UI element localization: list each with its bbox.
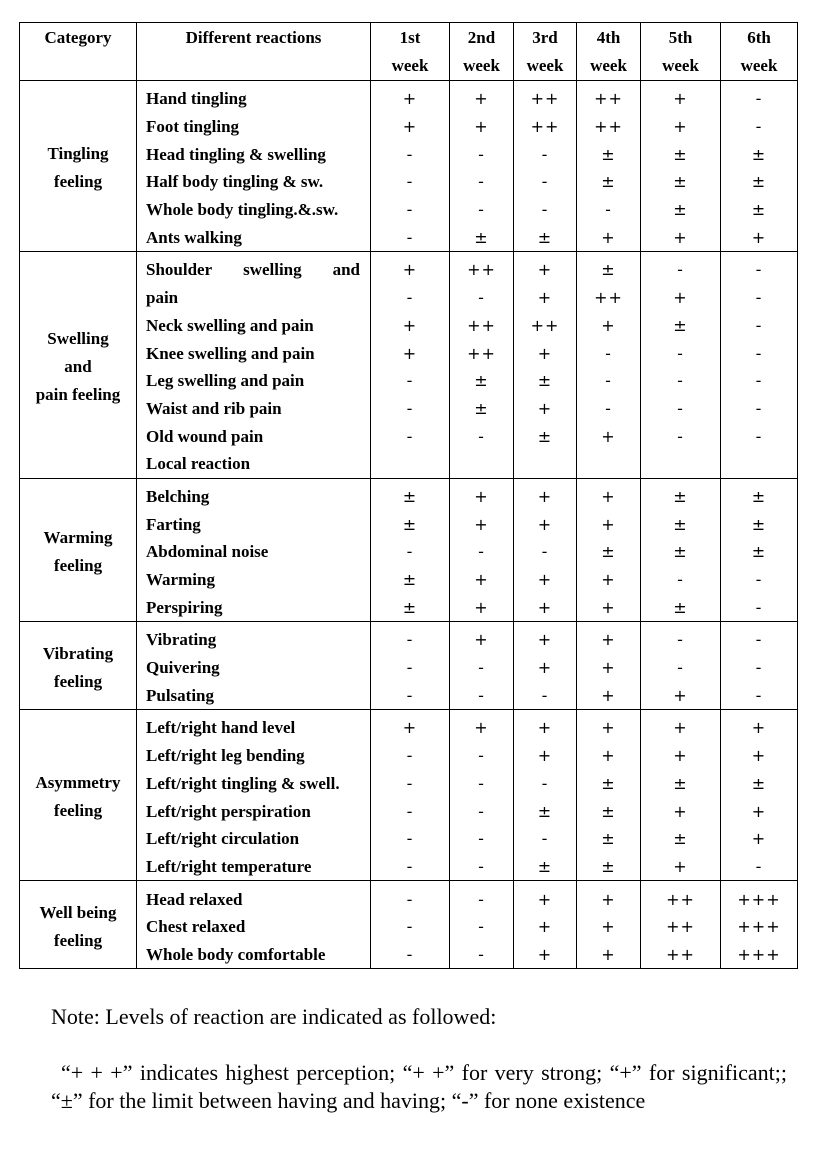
week-1-value: - — [371, 622, 450, 654]
week-5-value: ± — [641, 770, 721, 798]
category-label-line: Tingling — [47, 144, 109, 164]
week-1-value: - — [371, 941, 450, 969]
week-3-value: ++ — [514, 312, 577, 340]
reaction-label: Pulsating — [137, 681, 371, 709]
week-3-value: ± — [514, 367, 577, 395]
week-2-value: - — [450, 654, 514, 682]
week-6-value: ± — [721, 510, 798, 538]
category-label-line: feeling — [53, 555, 103, 575]
week-6-value: - — [721, 367, 798, 395]
week-4-value: ++ — [577, 113, 641, 141]
week-1-value: - — [371, 196, 450, 224]
reaction-label: Chest relaxed — [137, 913, 371, 941]
reaction-label: Left/right perspiration — [137, 797, 371, 825]
reaction-label: Whole body tingling.&.sw. — [137, 196, 371, 224]
week-6-value: ± — [721, 196, 798, 224]
table-row — [20, 538, 798, 566]
reaction-label-word: swelling — [243, 260, 302, 280]
week-1-value: - — [371, 654, 450, 682]
category-label-line: and — [64, 356, 92, 376]
week-3-value: + — [514, 622, 577, 654]
week-2-value: + — [450, 710, 514, 742]
category-cell — [20, 710, 137, 881]
week-4-value: - — [577, 196, 641, 224]
category-group — [20, 478, 798, 621]
week-4-value: ± — [577, 168, 641, 196]
header-week-1: 1st week — [371, 23, 450, 81]
category-group — [20, 881, 798, 969]
reaction-label: Farting — [137, 510, 371, 538]
week-6-value: - — [721, 622, 798, 654]
week-5-value: + — [641, 284, 721, 312]
reaction-label: Neck swelling and pain — [137, 312, 371, 340]
reaction-label: Waist and rib pain — [137, 395, 371, 423]
week-4-value: + — [577, 710, 641, 742]
week-3-value: ± — [514, 853, 577, 881]
week-5-value: ± — [641, 196, 721, 224]
table-row — [20, 853, 798, 881]
table-row — [20, 113, 798, 141]
week-6-value: - — [721, 654, 798, 682]
week-3-value: - — [514, 196, 577, 224]
week-5-value: + — [641, 797, 721, 825]
week-1-value: - — [371, 913, 450, 941]
week-4-value: + — [577, 312, 641, 340]
week-6-value: +++ — [721, 881, 798, 913]
table-row — [20, 941, 798, 969]
week-5-value: - — [641, 566, 721, 594]
week-5-value: - — [641, 252, 721, 284]
category-cell — [20, 622, 137, 710]
week-2-value: - — [450, 825, 514, 853]
week-2-value: + — [450, 478, 514, 510]
week-1-value: ± — [371, 566, 450, 594]
reaction-label: Knee swelling and pain — [137, 339, 371, 367]
note-body: “+ + +” indicates highest perception; “+ +” for very strong; “+” for significant;; “±” for the limit between having and having; “-” for none existence — [51, 1060, 787, 1113]
reaction-label-word: and — [332, 260, 360, 280]
week-3-value: + — [514, 566, 577, 594]
week-1-value: ± — [371, 510, 450, 538]
reaction-label: Left/right hand level — [137, 710, 371, 742]
week-3-value: - — [514, 538, 577, 566]
week-3-value: + — [514, 284, 577, 312]
week-6-value: +++ — [721, 913, 798, 941]
reaction-label: Foot tingling — [137, 113, 371, 141]
week-4-value: - — [577, 395, 641, 423]
table-row — [20, 223, 798, 251]
table-row — [20, 510, 798, 538]
reaction-label — [137, 252, 371, 284]
table-row — [20, 422, 798, 450]
table-row — [20, 312, 798, 340]
week-1-value: - — [371, 825, 450, 853]
week-1-value: - — [371, 395, 450, 423]
week-3-value: ± — [514, 422, 577, 450]
week-1-value: - — [371, 284, 450, 312]
week-2-value: ++ — [450, 252, 514, 284]
table-row — [20, 395, 798, 423]
week-4-value: - — [577, 339, 641, 367]
table-row — [20, 566, 798, 594]
reaction-label: Left/right temperature — [137, 853, 371, 881]
week-4-value: + — [577, 478, 641, 510]
category-cell — [20, 81, 137, 252]
week-2-value: + — [450, 566, 514, 594]
week-6-value: - — [721, 252, 798, 284]
category-group — [20, 622, 798, 710]
table-row — [20, 681, 798, 709]
week-5-value: + — [641, 113, 721, 141]
week-1-value: - — [371, 140, 450, 168]
week-5-value: ± — [641, 140, 721, 168]
week-5-value: ++ — [641, 941, 721, 969]
week-2-value: + — [450, 622, 514, 654]
week-2-value: - — [450, 538, 514, 566]
reaction-label: pain — [137, 284, 371, 312]
week-5-value: ++ — [641, 913, 721, 941]
week-4-value: + — [577, 654, 641, 682]
category-label-line: feeling — [53, 801, 103, 821]
week-3-value: ± — [514, 223, 577, 251]
week-1-value: - — [371, 881, 450, 913]
week-2-value: - — [450, 913, 514, 941]
week-3-value — [514, 450, 577, 478]
week-5-value: ± — [641, 510, 721, 538]
week-3-value: + — [514, 710, 577, 742]
category-label-line: feeling — [53, 671, 103, 691]
week-6-value: - — [721, 339, 798, 367]
week-4-value: + — [577, 593, 641, 621]
week-1-value: + — [371, 81, 450, 113]
week-5-value: + — [641, 710, 721, 742]
reactions-table — [19, 22, 798, 969]
week-4-value: ++ — [577, 81, 641, 113]
table-row — [20, 168, 798, 196]
week-4-value: + — [577, 422, 641, 450]
week-2-value: - — [450, 168, 514, 196]
week-4-value: ± — [577, 140, 641, 168]
reaction-label: Vibrating — [137, 622, 371, 654]
header-week-4: 4th week — [577, 23, 641, 81]
week-5-value: ± — [641, 478, 721, 510]
category-label-line: Asymmetry — [35, 773, 121, 793]
week-6-value: + — [721, 742, 798, 770]
week-5-value: + — [641, 742, 721, 770]
week-3-value: - — [514, 825, 577, 853]
week-3-value: + — [514, 941, 577, 969]
week-4-value: + — [577, 223, 641, 251]
reaction-label: Left/right tingling & swell. — [137, 770, 371, 798]
week-5-value: - — [641, 622, 721, 654]
week-2-value: - — [450, 140, 514, 168]
header-week-6: 6th week — [721, 23, 798, 81]
week-6-value: - — [721, 395, 798, 423]
week-6-value: - — [721, 566, 798, 594]
reaction-label: Old wound pain — [137, 422, 371, 450]
category-label-line: feeling — [53, 930, 103, 950]
reaction-label: Leg swelling and pain — [137, 367, 371, 395]
week-2-value: ++ — [450, 312, 514, 340]
week-6-value: + — [721, 223, 798, 251]
week-6-value: ± — [721, 770, 798, 798]
week-5-value: + — [641, 81, 721, 113]
week-1-value: - — [371, 367, 450, 395]
week-6-value: +++ — [721, 941, 798, 969]
week-2-value: - — [450, 881, 514, 913]
week-2-value: - — [450, 742, 514, 770]
week-4-value: + — [577, 881, 641, 913]
week-3-value: + — [514, 395, 577, 423]
week-5-value: ++ — [641, 881, 721, 913]
week-2-value: - — [450, 284, 514, 312]
table-row — [20, 339, 798, 367]
week-4-value: ± — [577, 538, 641, 566]
category-label-line: Swelling — [47, 328, 109, 348]
week-3-value: - — [514, 140, 577, 168]
week-2-value: ++ — [450, 339, 514, 367]
category-group — [20, 710, 798, 881]
week-1-value: - — [371, 223, 450, 251]
week-2-value: + — [450, 510, 514, 538]
week-4-value: + — [577, 742, 641, 770]
table-row — [20, 654, 798, 682]
week-4-value: + — [577, 510, 641, 538]
week-5-value: - — [641, 395, 721, 423]
week-3-value: + — [514, 339, 577, 367]
week-1-value: - — [371, 681, 450, 709]
week-4-value: - — [577, 367, 641, 395]
week-3-value: - — [514, 770, 577, 798]
week-5-value: + — [641, 681, 721, 709]
week-6-value: + — [721, 825, 798, 853]
table-row — [20, 450, 798, 478]
week-4-value: ± — [577, 853, 641, 881]
header-week-3: 3rd week — [514, 23, 577, 81]
reaction-label: Ants walking — [137, 223, 371, 251]
week-3-value: ++ — [514, 81, 577, 113]
week-3-value: + — [514, 510, 577, 538]
week-3-value: ++ — [514, 113, 577, 141]
week-6-value — [721, 450, 798, 478]
week-2-value: - — [450, 196, 514, 224]
table-row — [20, 881, 798, 913]
week-6-value: ± — [721, 538, 798, 566]
category-cell — [20, 478, 137, 621]
week-4-value: ± — [577, 252, 641, 284]
table-row — [20, 770, 798, 798]
week-4-value: ± — [577, 770, 641, 798]
week-6-value: - — [721, 853, 798, 881]
week-4-value: + — [577, 681, 641, 709]
week-4-value: ± — [577, 825, 641, 853]
table-row — [20, 742, 798, 770]
week-1-value: - — [371, 168, 450, 196]
week-4-value: ± — [577, 797, 641, 825]
header-week-5: 5th week — [641, 23, 721, 81]
table-header — [20, 23, 798, 81]
table-row — [20, 252, 798, 284]
week-2-value: - — [450, 797, 514, 825]
note-title: Note: Levels of reaction are indicated as followed: — [51, 1004, 497, 1029]
week-5-value: ± — [641, 168, 721, 196]
reaction-label: Head relaxed — [137, 881, 371, 913]
week-6-value: ± — [721, 140, 798, 168]
table-row — [20, 593, 798, 621]
week-5-value — [641, 450, 721, 478]
header-category: Category — [20, 23, 137, 81]
week-2-value: + — [450, 113, 514, 141]
week-3-value: + — [514, 881, 577, 913]
header-week-2: 2nd week — [450, 23, 514, 81]
week-5-value: ± — [641, 538, 721, 566]
category-cell — [20, 881, 137, 969]
table-row — [20, 81, 798, 113]
category-label-line: Warming — [43, 527, 113, 547]
week-6-value: - — [721, 81, 798, 113]
week-3-value: + — [514, 478, 577, 510]
week-2-value: ± — [450, 367, 514, 395]
table-row — [20, 797, 798, 825]
week-4-value: + — [577, 566, 641, 594]
week-3-value: + — [514, 913, 577, 941]
category-label-line: pain feeling — [35, 384, 121, 404]
week-6-value: - — [721, 593, 798, 621]
reaction-label: Warming — [137, 566, 371, 594]
week-6-value: ± — [721, 168, 798, 196]
table-row — [20, 478, 798, 510]
week-6-value: - — [721, 312, 798, 340]
week-6-value: + — [721, 797, 798, 825]
week-2-value: + — [450, 81, 514, 113]
week-3-value: + — [514, 252, 577, 284]
week-4-value: ++ — [577, 284, 641, 312]
week-5-value: - — [641, 367, 721, 395]
reaction-label: Whole body comfortable — [137, 941, 371, 969]
table-row — [20, 196, 798, 224]
week-5-value: - — [641, 339, 721, 367]
reaction-label: Left/right leg bending — [137, 742, 371, 770]
week-1-value: - — [371, 742, 450, 770]
category-group — [20, 81, 798, 252]
week-6-value: - — [721, 284, 798, 312]
week-2-value: - — [450, 770, 514, 798]
week-4-value — [577, 450, 641, 478]
reaction-label: Head tingling & swelling — [137, 140, 371, 168]
week-4-value: + — [577, 622, 641, 654]
table-row — [20, 284, 798, 312]
week-1-value: + — [371, 252, 450, 284]
week-3-value: ± — [514, 797, 577, 825]
reaction-label: Abdominal noise — [137, 538, 371, 566]
week-2-value: ± — [450, 395, 514, 423]
category-group — [20, 252, 798, 479]
week-2-value — [450, 450, 514, 478]
week-2-value: - — [450, 941, 514, 969]
week-6-value: - — [721, 681, 798, 709]
week-1-value: - — [371, 538, 450, 566]
week-3-value: + — [514, 742, 577, 770]
week-6-value: - — [721, 113, 798, 141]
table-row — [20, 825, 798, 853]
category-label-line: Vibrating — [42, 643, 114, 663]
reaction-label-word: Shoulder — [146, 260, 213, 280]
reaction-label: Hand tingling — [137, 81, 371, 113]
week-1-value: + — [371, 339, 450, 367]
week-5-value: ± — [641, 593, 721, 621]
week-1-value: + — [371, 113, 450, 141]
week-5-value: ± — [641, 312, 721, 340]
week-1-value: + — [371, 710, 450, 742]
note-section — [51, 1003, 787, 1115]
week-5-value: ± — [641, 825, 721, 853]
week-5-value: + — [641, 223, 721, 251]
week-6-value: + — [721, 710, 798, 742]
week-2-value: - — [450, 681, 514, 709]
week-1-value: ± — [371, 593, 450, 621]
week-1-value: - — [371, 422, 450, 450]
week-1-value: ± — [371, 478, 450, 510]
reaction-label: Quivering — [137, 654, 371, 682]
category-cell — [20, 252, 137, 479]
week-2-value: + — [450, 593, 514, 621]
week-1-value: - — [371, 797, 450, 825]
week-5-value: + — [641, 853, 721, 881]
table-row — [20, 140, 798, 168]
week-3-value: + — [514, 593, 577, 621]
week-4-value: + — [577, 941, 641, 969]
reaction-label: Left/right circulation — [137, 825, 371, 853]
week-1-value: - — [371, 770, 450, 798]
week-1-value — [371, 450, 450, 478]
table-row — [20, 622, 798, 654]
reaction-label: Perspiring — [137, 593, 371, 621]
category-label-line: feeling — [53, 172, 103, 192]
week-2-value: - — [450, 422, 514, 450]
table-row — [20, 367, 798, 395]
table-row — [20, 913, 798, 941]
category-label-line: Well being — [39, 902, 117, 922]
week-3-value: - — [514, 168, 577, 196]
week-6-value: - — [721, 422, 798, 450]
week-5-value: - — [641, 422, 721, 450]
table-row — [20, 710, 798, 742]
week-3-value: - — [514, 681, 577, 709]
week-1-value: - — [371, 853, 450, 881]
reaction-label: Belching — [137, 478, 371, 510]
header-reactions: Different reactions — [137, 23, 371, 81]
week-2-value: - — [450, 853, 514, 881]
week-2-value: ± — [450, 223, 514, 251]
week-3-value: + — [514, 654, 577, 682]
reaction-label: Half body tingling & sw. — [137, 168, 371, 196]
week-5-value: - — [641, 654, 721, 682]
reaction-label: Local reaction — [137, 450, 371, 478]
week-4-value: + — [577, 913, 641, 941]
week-1-value: + — [371, 312, 450, 340]
week-6-value: ± — [721, 478, 798, 510]
